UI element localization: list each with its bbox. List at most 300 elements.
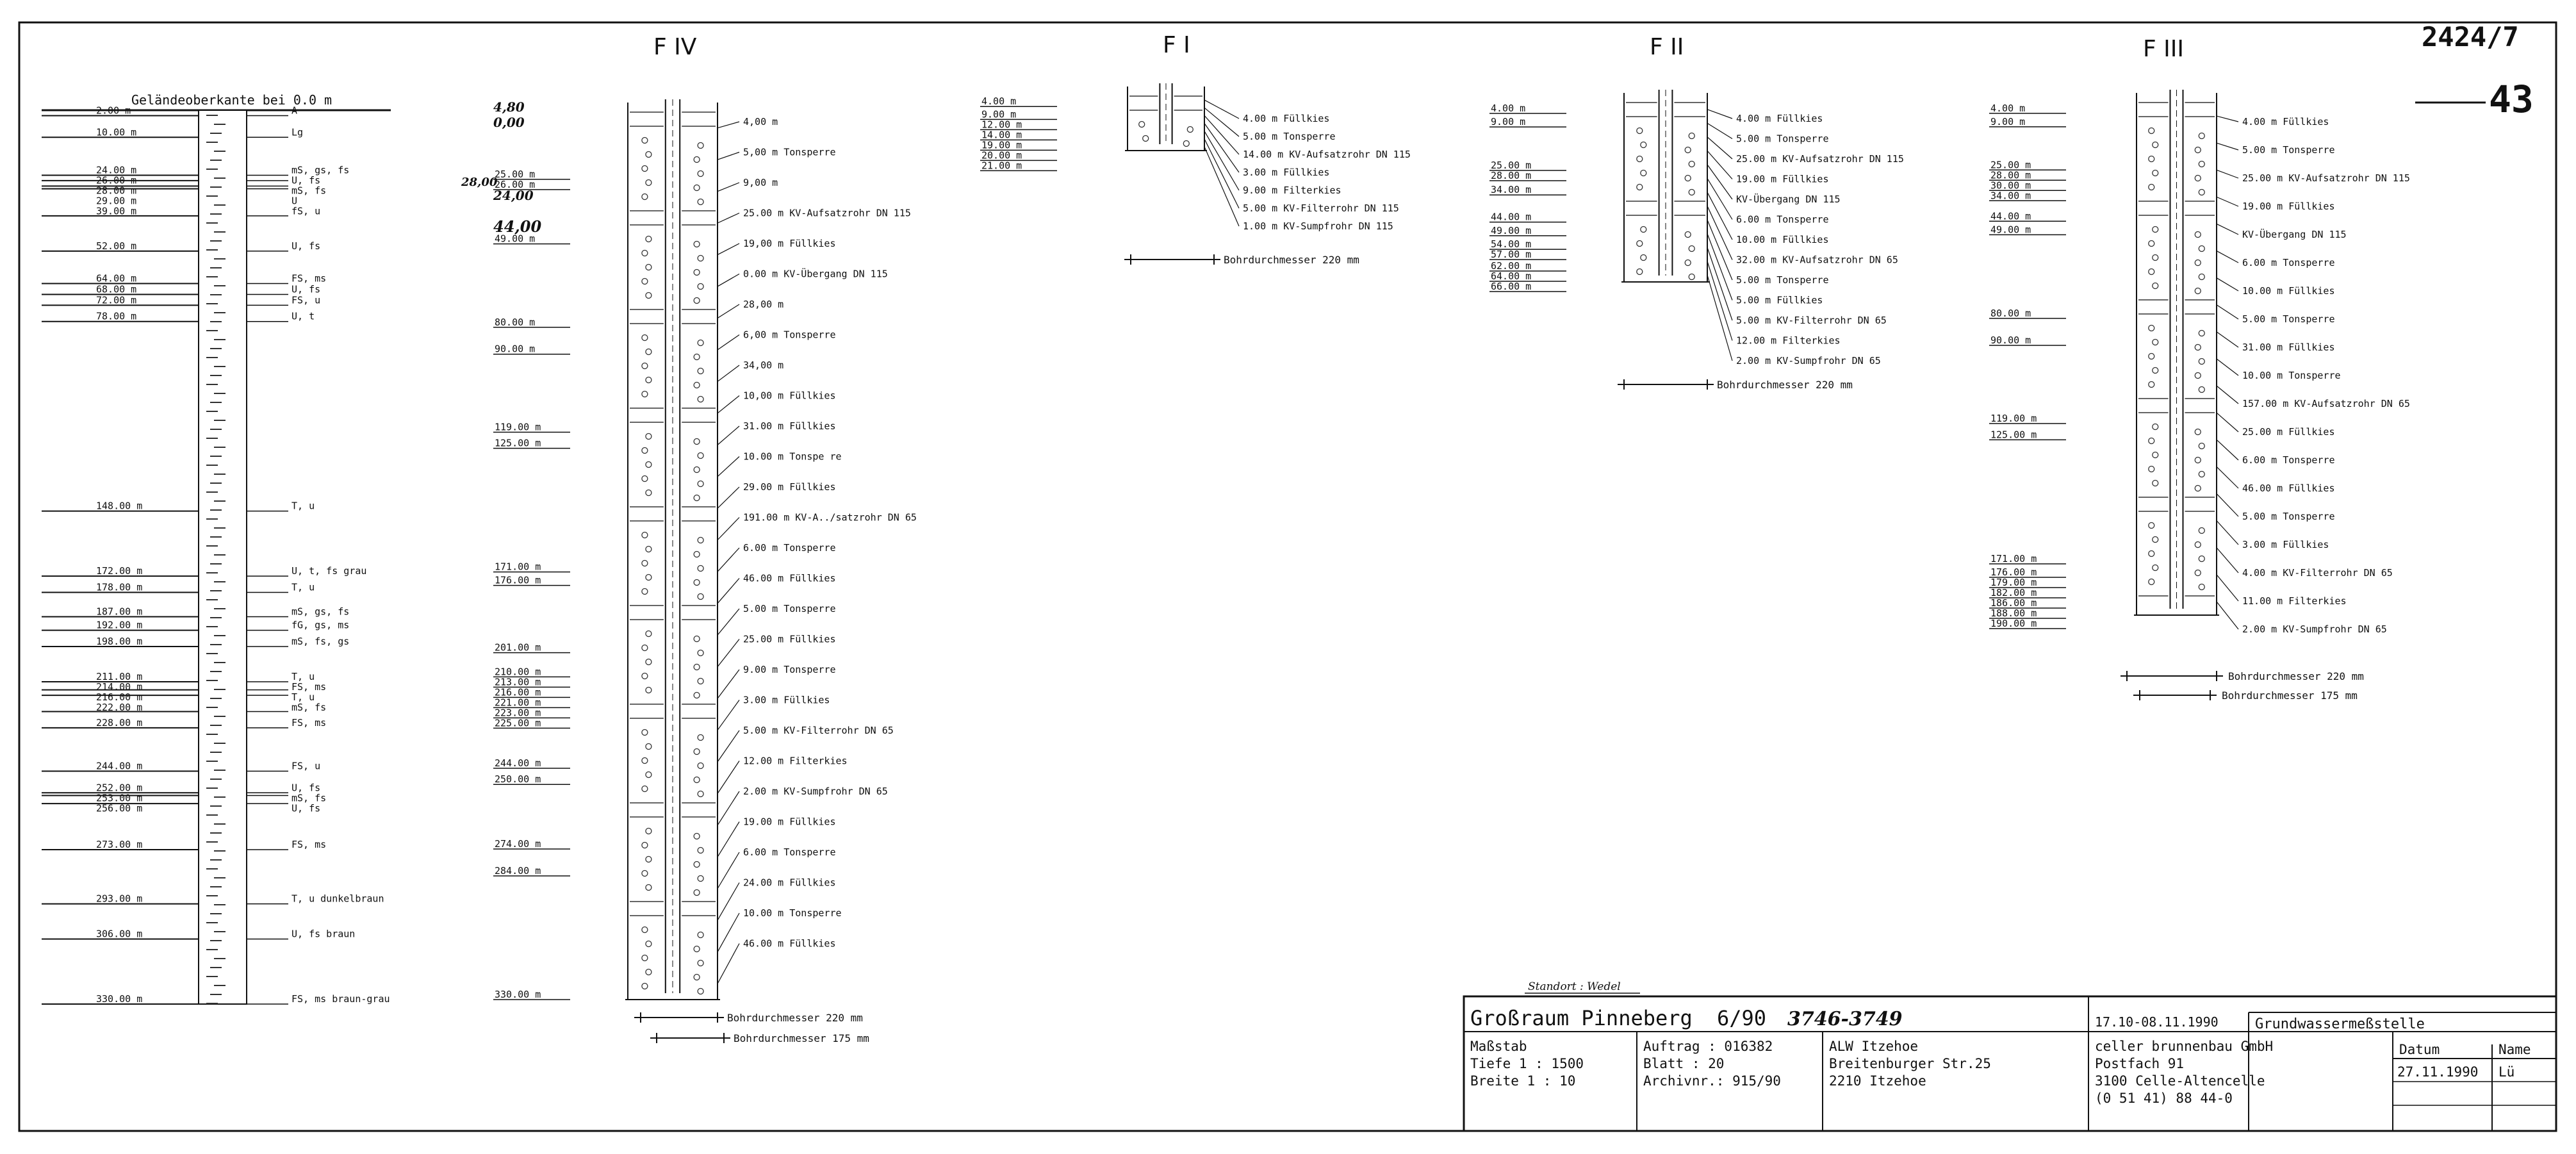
annotation: 28,00 m [743, 299, 784, 310]
layer-description: A [291, 104, 298, 117]
scale-width: Breite 1 : 10 [1470, 1073, 1576, 1089]
layer-description: mS, fs [291, 185, 327, 197]
object-type: Grundwassermeßstelle [2255, 1016, 2425, 1032]
gravel-mark [2153, 227, 2158, 233]
leader-line [718, 243, 739, 255]
annotation: KV-Übergang DN 115 [2242, 229, 2347, 240]
gravel-mark [2153, 368, 2158, 374]
leader-line [718, 700, 739, 730]
fii-depth-labels [1489, 103, 1566, 292]
gravel-mark [646, 969, 652, 975]
date-value: 27.11.1990 [2397, 1064, 2479, 1080]
gravel-mark [1139, 122, 1145, 128]
gravel-mark [646, 236, 652, 242]
layer-depth: 26.00 m [96, 174, 137, 186]
annotation: 4,00 m [743, 116, 778, 128]
gravel-mark [1685, 232, 1691, 238]
layer-description: T, u [291, 691, 315, 703]
depth-label: 221.00 m [495, 697, 541, 709]
layer-description: FS, ms [291, 716, 327, 729]
annotation: 4.00 m Füllkies [2242, 116, 2329, 128]
gravel-mark [642, 786, 648, 792]
gravel-mark [694, 242, 700, 247]
gravel-mark [2149, 579, 2154, 585]
gravel-mark [642, 871, 648, 877]
annotation: 191.00 m KV-A../satzrohr DN 65 [743, 511, 917, 523]
depth-label: 9.00 m [1491, 116, 1526, 128]
depth-label: 171.00 m [495, 561, 541, 573]
gravel-mark [698, 960, 703, 966]
gravel-mark [2153, 340, 2158, 345]
leader-line [718, 396, 739, 413]
annotation: 4.00 m Füllkies [1736, 113, 1823, 124]
layer-description: T, u dunkelbraun [291, 893, 384, 905]
gravel-mark [698, 566, 703, 572]
layer-description: Lg [291, 126, 304, 138]
depth-label: 57.00 m [1491, 249, 1532, 261]
gravel-mark [1689, 133, 1694, 139]
geology-strata-column [199, 110, 247, 1004]
gravel-mark [646, 265, 652, 270]
leader-line [1707, 261, 1732, 341]
layer-description: U, t [291, 310, 315, 322]
annotation: 1.00 m KV-Sumpfrohr DN 115 [1243, 220, 1393, 232]
gravel-mark [1183, 141, 1189, 147]
gravel-mark [2149, 466, 2154, 472]
annotation: 157.00 m KV-Aufsatzrohr DN 65 [2242, 398, 2410, 409]
leader-line [718, 183, 739, 192]
leader-line [1204, 108, 1239, 136]
leader-line [2217, 548, 2238, 573]
layer-depth: 28.00 m [96, 185, 137, 197]
gravel-mark [2149, 382, 2154, 388]
layer-description: U, fs [291, 240, 321, 252]
gravel-mark [698, 650, 703, 656]
depth-label: 20.00 m [981, 149, 1022, 161]
annotation: 5.00 m Tonsperre [743, 603, 836, 614]
gravel-mark [1685, 176, 1691, 181]
leader-line [718, 457, 739, 477]
gravel-mark [2199, 331, 2204, 336]
gravel-mark [642, 476, 648, 482]
layer-description: mS, fs [291, 701, 327, 713]
gravel-mark [694, 580, 700, 586]
gravel-mark [2199, 274, 2204, 280]
depth-label: 12.00 m [981, 119, 1022, 131]
leader-line [718, 730, 739, 762]
depth-label: 25.00 m [1491, 160, 1532, 172]
gravel-mark [694, 664, 700, 670]
fi-depth-labels [980, 95, 1057, 171]
depth-label: 176.00 m [1990, 566, 2037, 579]
name-label: Name [2498, 1042, 2531, 1057]
fiv-well-schematic [625, 99, 720, 1000]
depth-label: 4.00 m [1491, 102, 1526, 114]
fiii-bore-diameters [2121, 670, 2364, 702]
gravel-mark [2195, 486, 2201, 491]
gravel-mark [694, 354, 700, 360]
depth-label: 119.00 m [1990, 413, 2037, 425]
annotation: 25.00 m KV-Aufsatzrohr DN 115 [1736, 153, 1904, 165]
gravel-mark [2199, 190, 2204, 195]
gravel-mark [698, 538, 703, 543]
layer-depth: 273.00 m [96, 839, 143, 851]
gravel-mark [694, 467, 700, 473]
leader-line [2217, 143, 2238, 150]
gravel-mark [2149, 269, 2154, 275]
hw-value: 44,00 [493, 217, 542, 236]
annotation: 31.00 m Füllkies [743, 420, 836, 432]
leader-line [1204, 131, 1239, 190]
gravel-mark [694, 185, 700, 191]
leader-line [718, 944, 739, 984]
fiv-bore-diameters [634, 1012, 869, 1044]
annotation: 5.00 m KV-Filterrohr DN 115 [1243, 202, 1399, 214]
depth-label: 62.00 m [1491, 260, 1532, 272]
layer-depth: 148.00 m [96, 500, 143, 512]
project-number: 6/90 [1717, 1006, 1767, 1030]
depth-label: 44.00 m [1990, 210, 2031, 222]
depth-label: 80.00 m [1990, 307, 2031, 319]
gravel-mark [1689, 246, 1694, 252]
gravel-mark [694, 439, 700, 445]
depth-label: 176.00 m [495, 574, 541, 586]
leader-line [718, 579, 739, 604]
leader-line [718, 518, 739, 540]
annotation: 3.00 m Füllkies [2242, 539, 2329, 550]
gravel-mark [642, 561, 648, 566]
gravel-mark [642, 955, 648, 961]
annotation: 6.00 m Tonsperre [1736, 213, 1829, 226]
layer-description: U, fs [291, 782, 321, 794]
depth-label: 190.00 m [1990, 618, 2037, 630]
fiv-bore-diameter-175: Bohrdurchmesser 175 mm [734, 1032, 869, 1044]
gravel-mark [642, 448, 648, 454]
fii-well-schematic [1621, 90, 1710, 282]
project-name: Großraum Pinneberg [1470, 1006, 1693, 1030]
annotation: 32.00 m KV-Aufsatzrohr DN 65 [1736, 254, 1898, 266]
client-name: ALW Itzehoe [1829, 1039, 1919, 1054]
depth-label: 9.00 m [1990, 115, 2026, 128]
gravel-mark [2195, 373, 2201, 379]
gravel-mark [646, 659, 652, 665]
layer-depth: 216.00 m [96, 691, 143, 703]
leader-line [718, 152, 739, 160]
geology-header: Geländeoberkante bei 0.0 m [131, 92, 332, 108]
leader-line [2217, 575, 2238, 601]
gravel-mark [698, 735, 703, 741]
annotation: 46.00 m Füllkies [2242, 482, 2335, 494]
depth-label: 119.00 m [495, 421, 541, 433]
gravel-mark [2195, 457, 2201, 463]
gravel-mark [694, 270, 700, 276]
annotation: 19.00 m Füllkies [2242, 201, 2335, 212]
leader-line [718, 304, 739, 318]
gravel-mark [2195, 232, 2201, 238]
layer-description: FS, ms [291, 272, 327, 284]
client-city: 2210 Itzehoe [1829, 1073, 1926, 1089]
leader-line [718, 426, 739, 445]
leader-line [718, 639, 739, 667]
annotation: 19.00 m Füllkies [1736, 173, 1829, 185]
annotation: 5.00 m Tonsperre [1736, 133, 1829, 145]
layer-description: fG, gs, ms [291, 619, 350, 631]
gravel-mark [2199, 472, 2204, 477]
gravel-mark [698, 763, 703, 769]
fi-bore-diameter-220: Bohrdurchmesser 220 mm [1224, 254, 1359, 266]
firm-postbox: Postfach 91 [2095, 1056, 2185, 1071]
gravel-mark [698, 171, 703, 177]
layer-depth: 2.00 m [96, 104, 131, 117]
leader-line [2217, 413, 2238, 432]
gravel-mark [698, 679, 703, 684]
annotation: 2.00 m KV-Sumpfrohr DN 65 [743, 786, 888, 797]
annotation: 29.00 m Füllkies [743, 481, 836, 493]
layer-depth: 228.00 m [96, 716, 143, 729]
order-number: Auftrag : 016382 [1643, 1039, 1773, 1054]
leader-line [718, 487, 739, 508]
layer-description: FS, ms [291, 839, 327, 851]
annotation: 4.00 m Füllkies [1243, 113, 1330, 124]
firm-phone: (0 51 41) 88 44-0 [2095, 1091, 2233, 1106]
gravel-mark [698, 453, 703, 459]
gravel-mark [646, 828, 652, 834]
depth-label: 19.00 m [981, 139, 1022, 151]
gravel-mark [2153, 481, 2158, 486]
gravel-mark [646, 547, 652, 552]
leader-line [2217, 278, 2238, 291]
gravel-mark [698, 256, 703, 261]
depth-label: 225.00 m [495, 717, 541, 729]
depth-label: 171.00 m [1990, 553, 2037, 565]
annotation: 4.00 m KV-Filterrohr DN 65 [2242, 567, 2393, 579]
gravel-mark [698, 876, 703, 882]
depth-label: 25.00 m [1990, 159, 2031, 171]
hw-value: 28,00 [461, 176, 498, 189]
gravel-mark [698, 848, 703, 853]
gravel-mark [1637, 156, 1643, 162]
gravel-mark [694, 383, 700, 388]
gravel-mark [2153, 283, 2158, 289]
leader-line [1707, 234, 1732, 301]
annotation: 5.00 m Tonsperre [1243, 131, 1336, 142]
gravel-mark [2195, 176, 2201, 181]
layer-description: U, fs braun [291, 928, 356, 940]
gravel-mark [1637, 241, 1643, 247]
gravel-mark [694, 693, 700, 698]
annotation: 31.00 m Füllkies [2242, 342, 2335, 353]
gravel-mark [694, 975, 700, 980]
leader-line [718, 213, 739, 224]
depth-label: 49.00 m [1990, 224, 2031, 236]
annotation: 10,00 m Füllkies [743, 390, 836, 402]
gravel-mark [2199, 528, 2204, 534]
gravel-mark [2199, 387, 2204, 393]
annotation: 5,00 m Tonsperre [743, 146, 836, 158]
leader-line [718, 913, 739, 952]
layer-description: mS, fs [291, 792, 327, 804]
depth-label: 14.00 m [981, 129, 1022, 141]
layer-description: U, fs [291, 283, 321, 295]
gravel-mark [642, 843, 648, 848]
fii-bore-diameter [1618, 379, 1853, 391]
annotation: 3.00 m Füllkies [1243, 167, 1330, 178]
gravel-mark [2195, 570, 2201, 576]
gravel-mark [646, 941, 652, 947]
gravel-mark [694, 777, 700, 783]
annotation: 5.00 m Tonsperre [2242, 144, 2335, 156]
depth-label: 210.00 m [495, 666, 541, 678]
annotation: 24.00 m Füllkies [743, 877, 836, 889]
leader-line [1707, 220, 1732, 280]
leader-line [2217, 197, 2238, 206]
annotation: 25.00 m KV-Aufsatzrohr DN 115 [743, 207, 911, 219]
gravel-mark [2199, 246, 2204, 252]
fiii-annotations [2217, 116, 2410, 635]
leader-line [1707, 151, 1732, 179]
leader-line [718, 883, 739, 921]
firm-city: 3100 Celle-Altencelle [2095, 1073, 2265, 1089]
fii-annotations [1707, 110, 1904, 367]
annotation: 5.00 m Tonsperre [1736, 274, 1829, 286]
gravel-mark [2153, 142, 2158, 148]
gravel-mark [646, 152, 652, 158]
gravel-mark [1689, 190, 1694, 195]
annotation: 5.00 m Tonsperre [2242, 511, 2335, 522]
gravel-mark [2149, 523, 2154, 529]
layer-description: U, t, fs grau [291, 565, 367, 577]
annotation: 9,00 m [743, 177, 778, 188]
layer-depth: 253.00 m [96, 792, 143, 804]
annotation: KV-Übergang DN 115 [1736, 194, 1841, 205]
fiii-well-schematic [2134, 90, 2219, 615]
gravel-mark [646, 688, 652, 693]
gravel-mark [1685, 260, 1691, 266]
leader-line [2217, 521, 2238, 545]
gravel-mark [642, 927, 648, 933]
gravel-mark [646, 349, 652, 355]
depth-label: 223.00 m [495, 707, 541, 719]
gravel-mark [646, 180, 652, 186]
gravel-mark [642, 645, 648, 651]
leader-line [718, 791, 739, 825]
annotation: 5.00 m KV-Filterrohr DN 65 [1736, 315, 1887, 326]
gravel-mark [1641, 170, 1646, 176]
fi-annotations [1204, 100, 1411, 232]
name-value: Lü [2498, 1064, 2515, 1080]
layer-description: mS, fs, gs [291, 636, 350, 647]
leader-line [2217, 170, 2238, 178]
layer-depth: 330.00 m [96, 993, 143, 1005]
gravel-mark [1641, 142, 1646, 148]
gravel-mark [642, 251, 648, 256]
gravel-mark [2149, 128, 2154, 134]
gravel-mark [2153, 537, 2158, 543]
layer-description: U, fs [291, 802, 321, 814]
page-number: 43 [2489, 78, 2534, 121]
gravel-mark [2195, 260, 2201, 266]
gravel-mark [646, 575, 652, 581]
depth-label: 4.00 m [1990, 102, 2026, 114]
column-title-fiv: F IV [653, 34, 697, 60]
layer-depth: 192.00 m [96, 619, 143, 631]
layer-depth: 72.00 m [96, 294, 137, 306]
depth-label: 330.00 m [495, 989, 541, 1000]
annotation: 9.00 m Tonsperre [743, 664, 836, 675]
depth-label: 125.00 m [1990, 429, 2037, 441]
leader-line [2217, 602, 2238, 629]
layer-depth: 244.00 m [96, 760, 143, 772]
gravel-mark [2195, 429, 2201, 435]
gravel-mark [694, 495, 700, 501]
annotation: 12.00 m Filterkies [743, 755, 848, 767]
gravel-mark [1637, 128, 1643, 134]
gravel-mark [2149, 185, 2154, 190]
annotation: 34,00 m [743, 359, 784, 371]
annotation: 6.00 m Tonsperre [2242, 454, 2335, 466]
gravel-mark [1637, 269, 1643, 275]
fiv-annotations [718, 116, 917, 984]
layer-depth: 256.00 m [96, 802, 143, 814]
leader-line [718, 548, 739, 572]
gravel-mark [642, 166, 648, 172]
fiv-bore-diameter-220: Bohrdurchmesser 220 mm [727, 1012, 863, 1024]
layer-depth: 68.00 m [96, 283, 137, 295]
layer-description: T, u [291, 670, 315, 682]
layer-description: T, u [291, 500, 315, 512]
gravel-mark [2149, 354, 2154, 359]
gravel-mark [646, 490, 652, 496]
layer-depth: 10.00 m [96, 126, 137, 138]
gravel-mark [694, 749, 700, 755]
depth-label: 26.00 m [495, 178, 536, 190]
leader-line [718, 365, 739, 381]
layer-description: FS, u [291, 760, 321, 772]
leader-line [1204, 147, 1239, 226]
depth-label: 179.00 m [1990, 577, 2037, 589]
annotation: 10.00 m Füllkies [2242, 285, 2335, 297]
layer-depth: 78.00 m [96, 310, 137, 322]
layer-depth: 222.00 m [96, 701, 143, 713]
layer-depth: 29.00 m [96, 195, 137, 207]
leader-line [1707, 110, 1732, 119]
column-title-fiii: F III [2143, 36, 2185, 62]
gravel-mark [642, 730, 648, 736]
annotation: 46.00 m Füllkies [743, 937, 836, 950]
fiii-bore-diameter-175: Bohrdurchmesser 175 mm [2222, 689, 2358, 702]
gravel-mark [698, 143, 703, 149]
leader-line [718, 822, 739, 857]
depth-label: 28.00 m [1491, 170, 1532, 182]
gravel-mark [646, 631, 652, 637]
gravel-mark [642, 673, 648, 679]
gravel-mark [2199, 359, 2204, 365]
layer-depth: 52.00 m [96, 240, 137, 252]
layer-description: U, fs [291, 174, 321, 186]
gravel-mark [698, 594, 703, 600]
gravel-mark [698, 199, 703, 205]
annotation: 10.00 m Tonsperre [2242, 370, 2341, 381]
annotation: 6.00 m Tonsperre [2242, 257, 2335, 268]
date-label: Datum [2399, 1042, 2440, 1057]
annotation: 9.00 m Filterkies [1243, 185, 1341, 196]
hw-value: 4,80 [493, 99, 525, 115]
gravel-mark [642, 335, 648, 341]
gravel-mark [642, 589, 648, 595]
gravel-mark [2153, 255, 2158, 261]
gravel-mark [698, 340, 703, 346]
layer-depth: 211.00 m [96, 670, 143, 682]
